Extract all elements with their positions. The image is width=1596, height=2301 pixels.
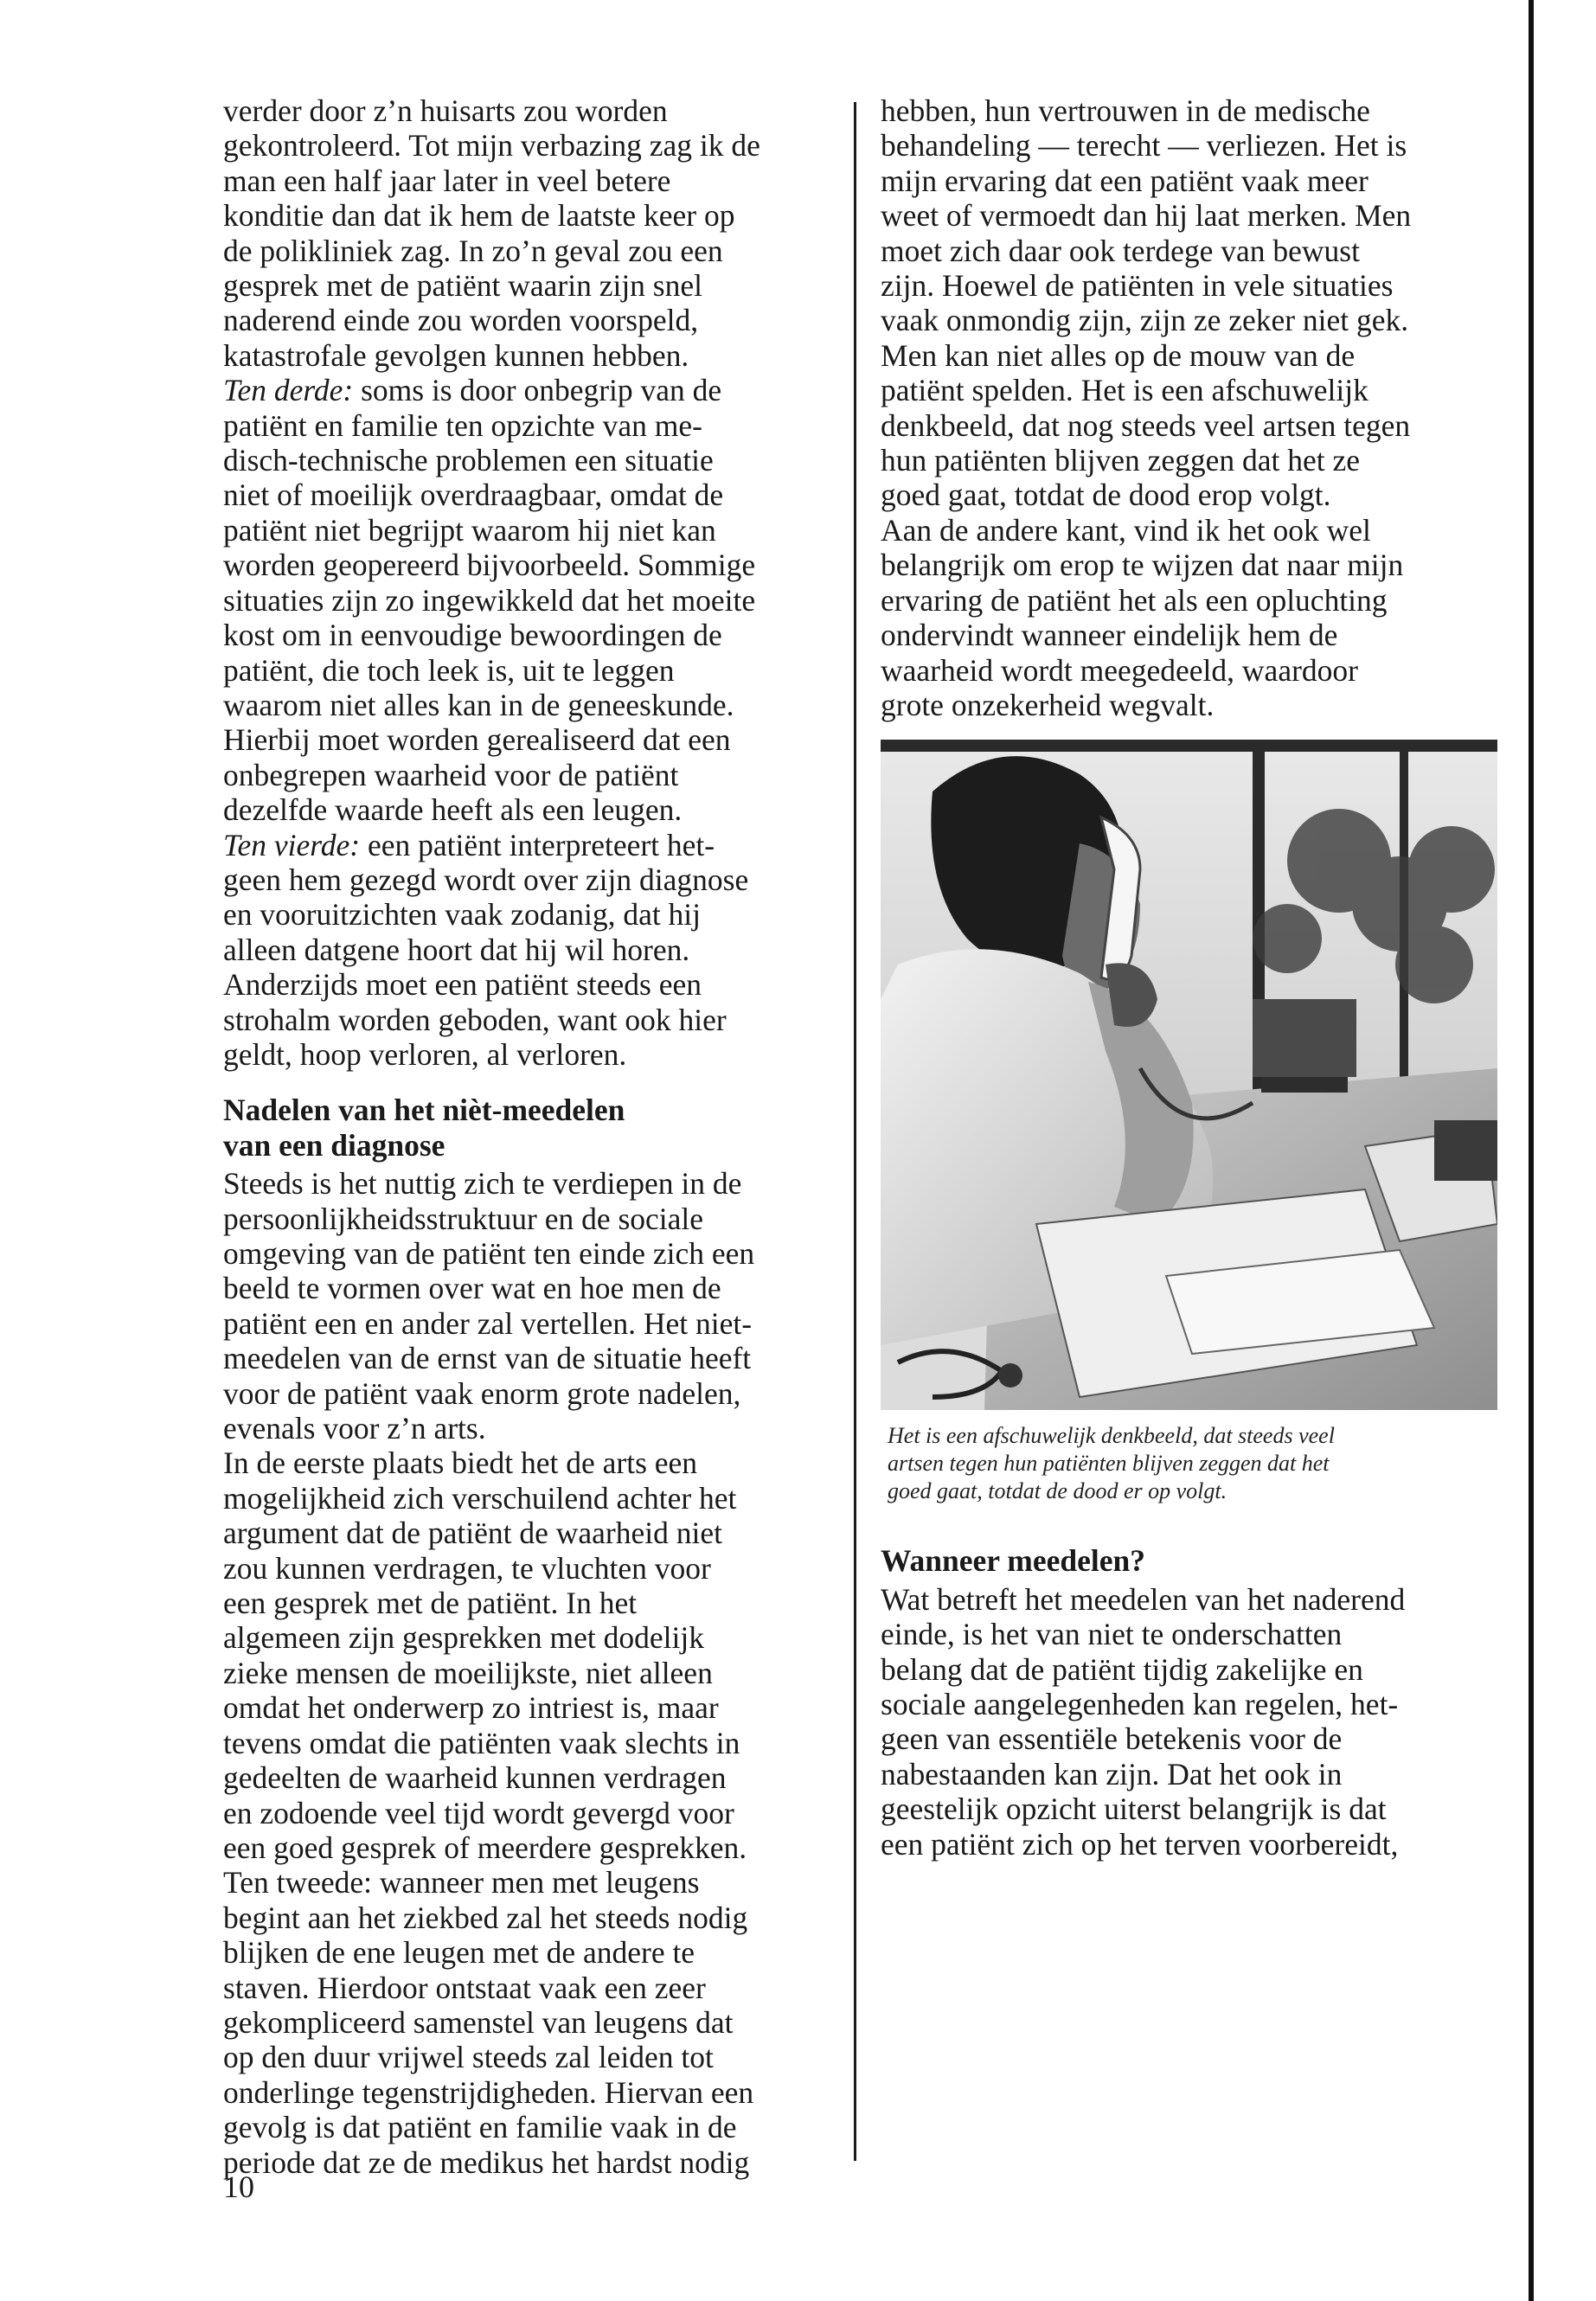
phone-base <box>1253 999 1356 1077</box>
photo-illustration <box>881 740 1497 1410</box>
left-paragraph-3-body: een patiënt interpreteert het- geen hem gezegd wordt over zijn diagnose en vooruitzichten vaak zodanig, dat hij alleen datgene hoort dat hij wil horen. Anderzijds moet een patiënt steeds een strohalm worden geboden, want ook hier geldt, hoop verloren, al verloren. <box>223 827 749 1072</box>
left-paragraph-1: verder door z’n huisarts zou worden gekontroleerd. Tot mijn verbazing zag ik de man een half jaar later in veel betere konditie dan dat ik hem de laatste keer op de polikliniek zag. In zo’n geval zou een gesprek met de patiënt waarin zijn snel naderend einde zou worden voorspeld, katastrofale gevolgen kunnen hebben. <box>223 93 760 373</box>
photo-caption: Het is een afschuwelijk denkbeeld, dat steeds veel artsen tegen hun patiënten blijven zeggen dat het goed gaat, totdat de dood er op volgt. <box>888 1423 1335 1504</box>
right-paragraph-3: Wat betreft het meedelen van het naderend einde, is het van niet te onderschatten belang dat de patiënt tijdig zakelijke en sociale aangelegenheden kan regelen, het- geen van essentiële betekenis voor de nabestaanden kan zijn. Dat het ook in geestelijk opzicht uiterst belangrijk is dat een patiënt zich op het terven voorbereidt, <box>881 1581 1406 1862</box>
left-paragraph-3 <box>223 828 846 1073</box>
left-paragraph-5: In de eerste plaats biedt het de arts een mogelijkheid zich verschuilend achter het argument dat de patiënt de waarheid niet zou kunnen verdragen, te vluchten voor een gesprek met de patiënt. In het algemeen zijn gesprekken met dodelijk zieke mensen de moeilijkste, niet alleen omdat het onderwerp zo intriest is, maar tevens omdat die patiënten vaak slechts in gedeelten de waarheid kunnen verdragen en zodoende veel tijd wordt gevergd voor een goed gesprek of meerdere gesprekken. <box>223 1445 747 1865</box>
left-column <box>223 93 846 2180</box>
right-paragraph-2: Aan de andere kant, vind ik het ook wel belangrijk om erop te wijzen dat naar mijn ervaring de patiënt het als een opluchting ondervindt wanneer eindelijk hem de waarheid wordt meegedeeld, waardoor grote onzekerheid wegvalt. <box>881 512 1404 722</box>
left-paragraph-2 <box>223 373 846 827</box>
section-heading-nadelen: Nadelen van het nièt-meedelen van een diagnose <box>223 1093 625 1163</box>
right-column <box>881 93 1508 1862</box>
ten-vierde-lead: Ten vierde: <box>223 827 361 862</box>
doctor-phone-photo <box>881 740 1497 1410</box>
column-divider <box>854 102 856 2161</box>
page-number: 10 <box>223 2170 254 2204</box>
left-paragraph-6: Ten tweede: wanneer men met leugens begint aan het ziekbed zal het steeds nodig blijken de ene leugen met de andere te staven. Hierdoor ontstaat vaak een zeer gekompliceerd samenstel van leugens dat op den duur vrijwel steeds zal leiden tot onderlinge tegenstrijdigheden. Hiervan een gevolg is dat patiënt en familie vaak in de periode dat ze de medikus het hardst nodig <box>223 1865 754 2180</box>
books-stack <box>1434 1120 1497 1181</box>
left-paragraph-2-body: soms is door onbegrip van de patiënt en familie ten opzichte van me- disch-technische problemen een situatie niet of moeilijk overdraagbaar, omdat de patiënt niet begrijpt waarom hij niet kan worden geopereerd bijvoorbeeld. Sommige situaties zijn zo ingewikkeld dat het moeite kost om in eenvoudige bewoordingen de patiënt, die toch leek is, uit te leggen waarom niet alles kan in de geneeskunde. Hierbij moet worden gerealiseerd dat een onbegrepen waarheid voor de patiënt dezelfde waarde heeft als een leugen. <box>223 373 756 828</box>
left-paragraph-4: Steeds is het nuttig zich te verdiepen in de persoonlijkheidsstruktuur en de sociale omgeving van de patiënt ten einde zich een beeld te vormen over wat en hoe men de patiënt een en ander zal vertellen. Het niet- meedelen van de ernst van de situatie heeft voor de patiënt vaak enorm grote nadelen, evenals voor z’n arts. <box>223 1166 755 1446</box>
ten-derde-lead: Ten derde: <box>223 373 354 408</box>
section-heading-wanneer: Wanneer meedelen? <box>881 1543 1145 1579</box>
page-edge-shadow <box>1529 0 1534 2301</box>
right-paragraph-1: hebben, hun vertrouwen in de medische behandeling — terecht — verliezen. Het is mijn ervaring dat een patiënt vaak meer weet of vermoedt dan hij laat merken. Men moet zich daar ook terdege van bewust zijn. Hoewel de patiënten in vele situaties vaak onmondig zijn, zijn ze zeker niet gek. Men kan niet alles op de mouw van de patiënt spelden. Het is een afschuwelijk denkbeeld, dat nog steeds veel artsen tegen hun patiënten blijven zeggen dat het ze goed gaat, totdat de dood erop volgt. <box>881 93 1412 513</box>
